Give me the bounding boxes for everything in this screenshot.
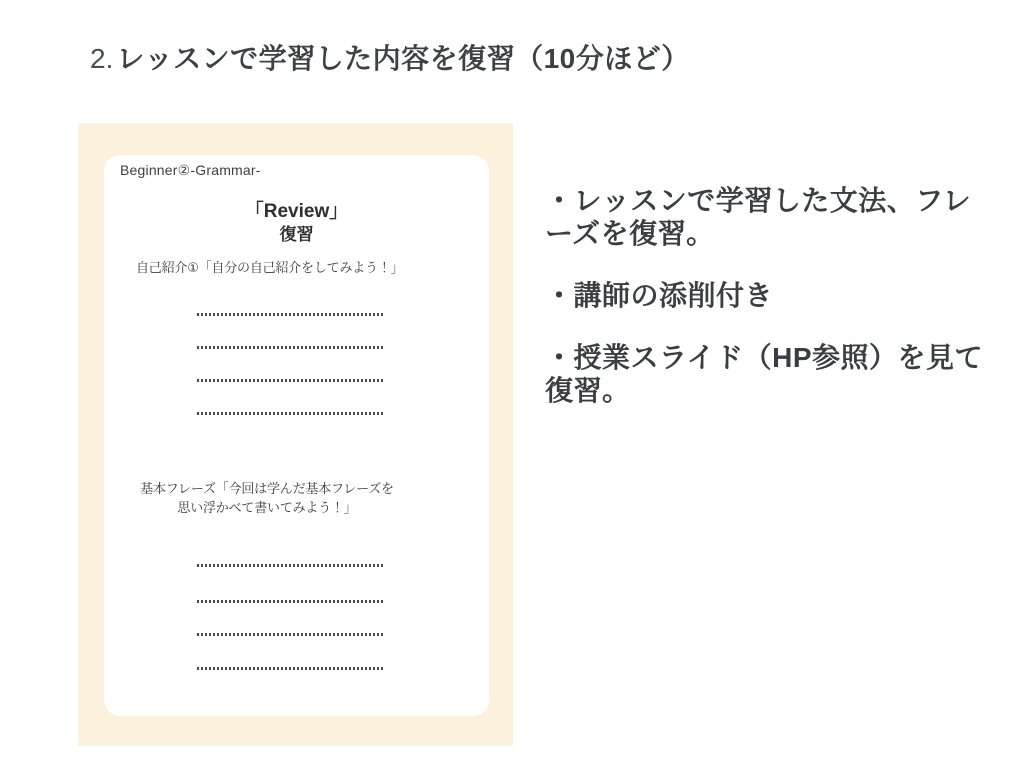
note-bullet-line: 復習。 (545, 375, 631, 406)
writing-line (197, 633, 383, 636)
worksheet-title-japanese: 復習 (279, 225, 314, 244)
writing-line (197, 379, 383, 382)
worksheet-section1-prompt: 自己紹介①「自分の自己紹介をしてみよう！」 (136, 260, 404, 275)
worksheet-card (104, 155, 489, 716)
note-bullet-class-slides (545, 341, 1010, 407)
note-bullet-line: ーズを復習。 (545, 218, 715, 249)
worksheet-level-label: Beginner②-Grammar- (120, 162, 261, 178)
notes-block (545, 184, 1010, 436)
note-bullet-teacher-correction (545, 279, 1010, 312)
slide-title (90, 41, 690, 77)
writing-line (197, 412, 383, 415)
note-bullet-line: ・講師の添削付き (545, 280, 774, 311)
note-bullet-review-grammar (545, 184, 1010, 250)
worksheet-panel (78, 123, 513, 746)
slide-title-number: 2. (90, 43, 114, 74)
note-bullet-line: ・レッスンで学習した文法、フレ (545, 185, 972, 216)
writing-line (197, 600, 383, 603)
writing-line (197, 564, 383, 567)
slide-title-text: レッスンで学習した内容を復習（10分ほど） (116, 43, 690, 74)
worksheet-title-english: 「Review」 (244, 201, 349, 222)
writing-line (197, 346, 383, 349)
writing-line (197, 667, 383, 670)
writing-line (197, 313, 383, 316)
worksheet-section2-prompt-line1: 基本フレーズ「今回は学んだ基本フレーズを (140, 481, 394, 496)
worksheet-section2-prompt (132, 479, 402, 517)
note-bullet-line: ・授業スライド（HP参照）を見て (545, 342, 984, 373)
worksheet-section2-prompt-line2: 思い浮かべて書いてみよう！」 (177, 500, 357, 515)
